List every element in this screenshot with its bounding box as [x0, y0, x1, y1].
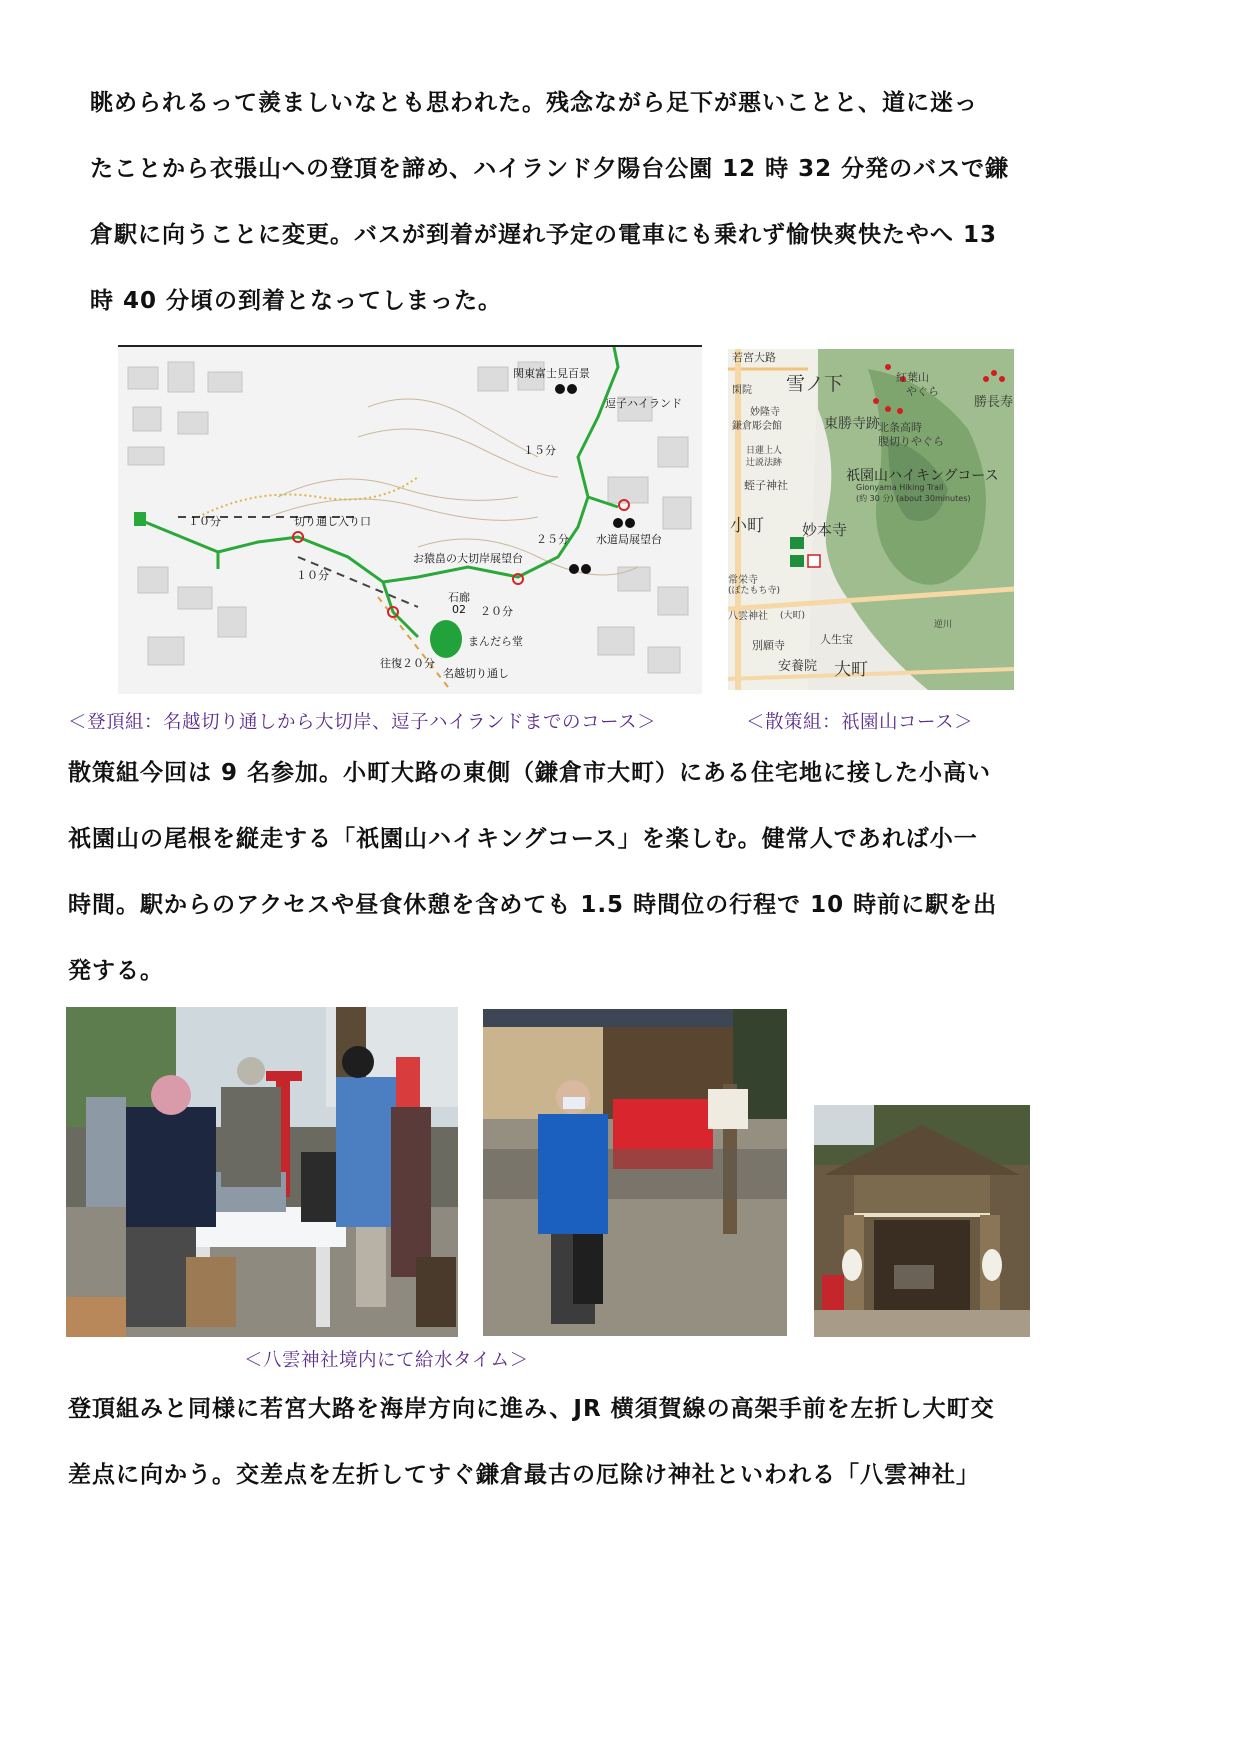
map1-caption: ＜登頂組：名越切り通しから大切岸、逗子ハイランドまでのコース＞: [68, 712, 657, 733]
map-label: 逗子ハイランド: [605, 397, 682, 410]
map-label: (約 30 分) (about 30minutes): [856, 494, 971, 503]
photo-water-break-group: [66, 1007, 458, 1337]
map-label: 水道局展望台: [596, 533, 662, 546]
map-label: 日蓮上人: [746, 446, 783, 456]
map-label: 往復２０分: [380, 657, 435, 670]
photos-caption: ＜八雲神社境内にて給水タイム＞: [244, 1350, 529, 1371]
map-label: 閑院: [732, 385, 752, 396]
map-label: 02: [452, 603, 466, 616]
paragraph-line: たことから衣張山への登頂を諦め、ハイランド夕陽台公園 12 時 32 分発のバスで鎌: [90, 156, 1010, 182]
map-label: 石廊: [448, 591, 470, 604]
photo-man-blue-jacket: [483, 1009, 787, 1336]
paragraph-line: 差点に向かう。交差点を左折してすぐ鎌倉最古の厄除け神社といわれる「八雲神社」: [68, 1462, 980, 1488]
map-label: まんだら堂: [468, 635, 523, 648]
gionyama-map: [728, 349, 1014, 690]
map-label: 妙隆寺: [750, 407, 780, 418]
map-label: １０分: [188, 515, 221, 528]
route-map: [118, 345, 702, 694]
map-label: 腹切りやぐら: [878, 435, 944, 448]
map-label: Gionyama Hiking Trail: [856, 483, 944, 492]
map-label: 雪ノ下: [786, 373, 844, 395]
map-label: やぐら: [906, 385, 939, 398]
photo-yakumo-shrine: [814, 1105, 1030, 1337]
map-label: 安養院: [778, 659, 818, 674]
map-label: (ぼたもち寺): [728, 586, 781, 596]
map-label: 勝長寿: [974, 395, 1014, 410]
map-label: １０分: [296, 569, 329, 582]
paragraph-line: 時間。駅からのアクセスや昼食休憩を含めても 1.5 時間位の行程で 10 時前に駅を出: [68, 892, 998, 918]
map-label: 蛭子神社: [744, 479, 788, 492]
map2-caption: ＜散策組：祇園山コース＞: [746, 712, 974, 733]
paragraph-line: 発する。: [68, 958, 164, 984]
map-label: 若宮大路: [732, 351, 776, 364]
map-label: 常栄寺: [728, 575, 758, 586]
map-label: 東勝寺跡: [824, 416, 880, 432]
map-label: 辻説法跡: [746, 458, 783, 468]
map-label: お猿畠の大切岸展望台: [413, 552, 523, 565]
map-label: 八雲神社: [728, 611, 768, 622]
map-label: 逆川: [934, 620, 953, 630]
paragraph-line: 倉駅に向うことに変更。バスが到着が遅れ予定の電車にも乗れず愉快爽快たやへ 13: [90, 222, 998, 248]
map-label: 小町: [730, 516, 764, 536]
map-label: 祇園山ハイキングコース: [846, 468, 999, 484]
paragraph-line: 祇園山の尾根を縦走する「祇園山ハイキングコース」を楽しむ。健常人であれば小一: [68, 826, 978, 852]
paragraph-line: 時 40 分頃の到着となってしまった。: [90, 288, 503, 314]
paragraph-line: 散策組今回は 9 名参加。小町大路の東側（鎌倉市大町）にある住宅地に接した小高い: [68, 760, 992, 786]
map-label: 別願寺: [752, 639, 785, 652]
map-label: 大町: [834, 660, 868, 680]
map-label: 関東富士見百景: [513, 367, 590, 380]
map-label: １５分: [523, 444, 556, 457]
map-label: 名越切り通し: [443, 667, 509, 680]
map-label: ２０分: [480, 605, 513, 618]
paragraph-line: 登頂組みと同様に若宮大路を海岸方向に進み、JR 横須賀線の高架手前を左折し大町交: [68, 1396, 995, 1422]
map-label: 紅葉山: [896, 371, 929, 384]
map-label: 人生宝: [820, 633, 853, 646]
map-label: (大町): [780, 611, 806, 621]
map-label: ２５分: [536, 533, 569, 546]
map-label: 北条高時: [878, 421, 922, 434]
paragraph-line: 眺められるって羨ましいなとも思われた。残念ながら足下が悪いことと、道に迷っ: [90, 90, 978, 116]
map-label: 妙本寺: [802, 521, 848, 539]
map-label: 鎌倉彫会館: [732, 421, 782, 432]
map-label: 切り通し入り口: [294, 515, 371, 528]
